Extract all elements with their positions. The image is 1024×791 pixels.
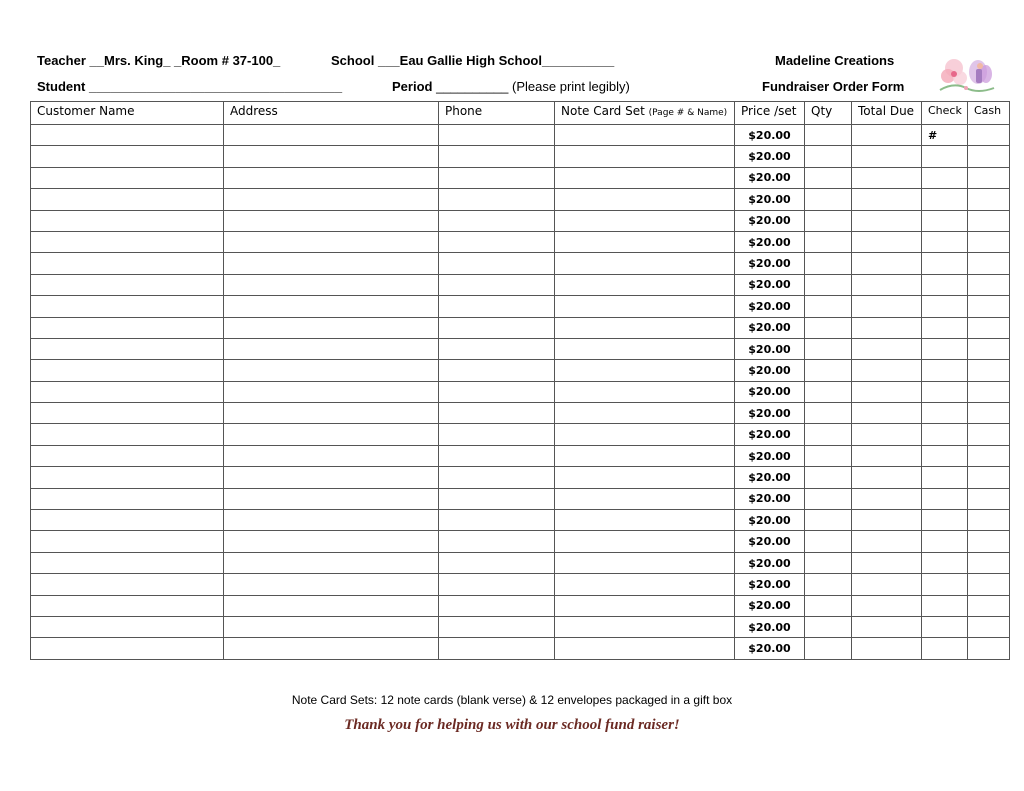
address-cell[interactable] (224, 488, 439, 509)
cash-cell[interactable] (968, 552, 1010, 573)
school-value: ___Eau Gallie High School__________ (377, 53, 615, 68)
table-row (31, 403, 1010, 424)
qty-cell[interactable] (805, 616, 852, 637)
price-cell: $20.00 (735, 189, 805, 210)
total-due-cell[interactable] (852, 467, 922, 488)
address-cell[interactable] (224, 467, 439, 488)
cash-cell[interactable] (968, 317, 1010, 338)
school-label: School (331, 53, 375, 68)
check-cell[interactable] (922, 381, 968, 402)
price-cell: $20.00 (735, 338, 805, 359)
period-label: Period (392, 79, 433, 94)
cash-cell[interactable] (968, 424, 1010, 445)
table-row (31, 253, 1010, 274)
phone-cell[interactable] (439, 296, 555, 317)
phone-cell[interactable] (439, 488, 555, 509)
check-cell[interactable] (922, 317, 968, 338)
customer-name-cell[interactable] (31, 338, 224, 359)
address-cell[interactable] (224, 210, 439, 231)
table-row (31, 381, 1010, 402)
price-cell: $20.00 (735, 296, 805, 317)
cash-cell[interactable] (968, 638, 1010, 659)
col-header-check: Check (922, 102, 968, 125)
qty-cell[interactable] (805, 381, 852, 402)
col-header-customer-name: Customer Name (31, 102, 224, 125)
phone-cell[interactable] (439, 317, 555, 338)
price-cell: $20.00 (735, 531, 805, 552)
total-due-cell[interactable] (852, 574, 922, 595)
cash-cell[interactable] (968, 360, 1010, 381)
phone-cell[interactable] (439, 360, 555, 381)
note-card-set-cell[interactable] (555, 146, 735, 167)
price-cell: $20.00 (735, 167, 805, 188)
phone-cell[interactable] (439, 424, 555, 445)
qty-cell[interactable] (805, 552, 852, 573)
customer-name-cell[interactable] (31, 638, 224, 659)
table-row (31, 189, 1010, 210)
check-cell[interactable] (922, 360, 968, 381)
note-card-description: Note Card Sets: 12 note cards (blank verse) & 12 envelopes packaged in a gift box (291, 693, 733, 707)
note-card-set-label: Note Card Set (561, 104, 645, 118)
note-card-set-cell[interactable] (555, 253, 735, 274)
phone-cell[interactable] (439, 616, 555, 637)
table-row (31, 467, 1010, 488)
qty-cell[interactable] (805, 445, 852, 466)
table-row (31, 210, 1010, 231)
phone-cell[interactable] (439, 189, 555, 210)
table-row (31, 488, 1010, 509)
qty-cell[interactable] (805, 146, 852, 167)
table-row (31, 167, 1010, 188)
check-cell[interactable] (922, 616, 968, 637)
check-cell[interactable] (922, 296, 968, 317)
cash-cell[interactable] (968, 253, 1010, 274)
form-title: Fundraiser Order Form (762, 79, 905, 94)
price-cell: $20.00 (735, 317, 805, 338)
phone-cell[interactable] (439, 403, 555, 424)
teacher-label: Teacher (37, 53, 86, 68)
check-cell[interactable] (922, 274, 968, 295)
address-cell[interactable] (224, 403, 439, 424)
table-row (31, 424, 1010, 445)
table-row (31, 360, 1010, 381)
phone-cell[interactable] (439, 574, 555, 595)
total-due-cell[interactable] (852, 403, 922, 424)
check-cell[interactable] (922, 552, 968, 573)
col-header-cash: Cash (968, 102, 1010, 125)
address-cell[interactable] (224, 381, 439, 402)
total-due-cell[interactable] (852, 317, 922, 338)
customer-name-cell[interactable] (31, 403, 224, 424)
address-cell[interactable] (224, 274, 439, 295)
phone-cell[interactable] (439, 595, 555, 616)
qty-cell[interactable] (805, 317, 852, 338)
note-card-set-cell[interactable] (555, 552, 735, 573)
address-cell[interactable] (224, 510, 439, 531)
table-row (31, 296, 1010, 317)
price-cell: $20.00 (735, 445, 805, 466)
qty-cell[interactable] (805, 574, 852, 595)
price-cell: $20.00 (735, 638, 805, 659)
total-due-cell[interactable] (852, 424, 922, 445)
table-row (31, 338, 1010, 359)
table-row (31, 616, 1010, 637)
phone-cell[interactable] (439, 253, 555, 274)
customer-name-cell[interactable] (31, 467, 224, 488)
teacher-line (37, 53, 280, 68)
note-card-set-sublabel: (Page # & Name) (648, 108, 728, 118)
total-due-cell[interactable] (852, 595, 922, 616)
check-cell[interactable] (922, 403, 968, 424)
price-cell: $20.00 (735, 146, 805, 167)
cash-cell[interactable] (968, 595, 1010, 616)
total-due-cell[interactable] (852, 616, 922, 637)
col-header-note-card-set (555, 102, 735, 125)
total-due-cell[interactable] (852, 488, 922, 509)
note-card-set-cell[interactable] (555, 338, 735, 359)
qty-cell[interactable] (805, 595, 852, 616)
qty-cell[interactable] (805, 638, 852, 659)
cash-cell[interactable] (968, 381, 1010, 402)
teacher-value: __Mrs. King_ _Room # 37-100_ (89, 53, 281, 68)
table-row (31, 638, 1010, 659)
phone-cell[interactable] (439, 167, 555, 188)
price-cell: $20.00 (735, 210, 805, 231)
customer-name-cell[interactable] (31, 167, 224, 188)
customer-name-cell[interactable] (31, 146, 224, 167)
total-due-cell[interactable] (852, 210, 922, 231)
cash-cell[interactable] (968, 125, 1010, 146)
cash-cell[interactable] (968, 296, 1010, 317)
note-card-set-cell[interactable] (555, 595, 735, 616)
address-cell[interactable] (224, 296, 439, 317)
check-cell[interactable] (922, 510, 968, 531)
qty-cell[interactable] (805, 189, 852, 210)
cash-cell[interactable] (968, 574, 1010, 595)
phone-cell[interactable] (439, 531, 555, 552)
check-cell[interactable] (922, 231, 968, 252)
table-row (31, 574, 1010, 595)
address-cell[interactable] (224, 616, 439, 637)
note-card-set-cell[interactable] (555, 317, 735, 338)
customer-name-cell[interactable] (31, 189, 224, 210)
col-header-price: Price /set (735, 102, 805, 125)
table-row (31, 445, 1010, 466)
check-cell[interactable] (922, 595, 968, 616)
cash-cell[interactable] (968, 274, 1010, 295)
price-cell: $20.00 (735, 403, 805, 424)
cash-cell[interactable] (968, 467, 1010, 488)
customer-name-cell[interactable] (31, 552, 224, 573)
qty-cell[interactable] (805, 253, 852, 274)
customer-name-cell[interactable] (31, 360, 224, 381)
price-cell: $20.00 (735, 616, 805, 637)
qty-cell[interactable] (805, 274, 852, 295)
address-cell[interactable] (224, 552, 439, 573)
table-row (31, 274, 1010, 295)
table-row (31, 146, 1010, 167)
address-cell[interactable] (224, 125, 439, 146)
note-card-set-cell[interactable] (555, 167, 735, 188)
address-cell[interactable] (224, 146, 439, 167)
period-note: (Please print legibly) (512, 79, 630, 94)
customer-name-cell[interactable] (31, 296, 224, 317)
check-cell[interactable] (922, 424, 968, 445)
price-cell: $20.00 (735, 424, 805, 445)
student-label: Student (37, 79, 86, 94)
table-row (31, 531, 1010, 552)
total-due-cell[interactable] (852, 167, 922, 188)
customer-name-cell[interactable] (31, 424, 224, 445)
address-cell[interactable] (224, 574, 439, 595)
total-due-cell[interactable] (852, 360, 922, 381)
check-cell[interactable] (922, 467, 968, 488)
cash-cell[interactable] (968, 445, 1010, 466)
customer-name-cell[interactable] (31, 317, 224, 338)
customer-name-cell[interactable] (31, 125, 224, 146)
price-cell: $20.00 (735, 125, 805, 146)
phone-cell[interactable] (439, 274, 555, 295)
note-card-set-cell[interactable] (555, 403, 735, 424)
total-due-cell[interactable] (852, 381, 922, 402)
note-card-set-cell[interactable] (555, 574, 735, 595)
qty-cell[interactable] (805, 488, 852, 509)
cash-cell[interactable] (968, 616, 1010, 637)
check-cell[interactable] (922, 253, 968, 274)
phone-cell[interactable] (439, 210, 555, 231)
note-card-set-cell[interactable] (555, 296, 735, 317)
phone-cell[interactable] (439, 638, 555, 659)
qty-cell[interactable] (805, 167, 852, 188)
phone-cell[interactable] (439, 125, 555, 146)
note-card-set-cell[interactable] (555, 616, 735, 637)
check-cell[interactable] (922, 146, 968, 167)
thank-you-message: Thank you for helping us with our school fund raiser! (344, 717, 680, 733)
flower-fairy-logo-icon (936, 52, 998, 96)
qty-cell[interactable] (805, 403, 852, 424)
address-cell[interactable] (224, 595, 439, 616)
address-cell[interactable] (224, 531, 439, 552)
note-card-set-cell[interactable] (555, 638, 735, 659)
qty-cell[interactable] (805, 424, 852, 445)
total-due-cell[interactable] (852, 445, 922, 466)
total-due-cell[interactable] (852, 638, 922, 659)
cash-cell[interactable] (968, 510, 1010, 531)
phone-cell[interactable] (439, 338, 555, 359)
price-cell: $20.00 (735, 381, 805, 402)
qty-cell[interactable] (805, 125, 852, 146)
phone-cell[interactable] (439, 467, 555, 488)
price-cell: $20.00 (735, 510, 805, 531)
note-card-set-cell[interactable] (555, 424, 735, 445)
note-card-set-cell[interactable] (555, 445, 735, 466)
phone-cell[interactable] (439, 510, 555, 531)
price-cell: $20.00 (735, 467, 805, 488)
address-cell[interactable] (224, 424, 439, 445)
price-cell: $20.00 (735, 595, 805, 616)
total-due-cell[interactable] (852, 510, 922, 531)
check-cell[interactable] (922, 445, 968, 466)
qty-cell[interactable] (805, 360, 852, 381)
qty-cell[interactable] (805, 296, 852, 317)
price-cell: $20.00 (735, 574, 805, 595)
total-due-cell[interactable] (852, 231, 922, 252)
customer-name-cell[interactable] (31, 574, 224, 595)
phone-cell[interactable] (439, 445, 555, 466)
check-cell[interactable]: # (922, 125, 968, 146)
cash-cell[interactable] (968, 338, 1010, 359)
cash-cell[interactable] (968, 531, 1010, 552)
table-row (31, 231, 1010, 252)
price-cell: $20.00 (735, 360, 805, 381)
school-line (331, 53, 614, 68)
note-card-set-cell[interactable] (555, 510, 735, 531)
total-due-cell[interactable] (852, 189, 922, 210)
customer-name-cell[interactable] (31, 445, 224, 466)
customer-name-cell[interactable] (31, 210, 224, 231)
period-line (392, 79, 630, 94)
qty-cell[interactable] (805, 210, 852, 231)
cash-cell[interactable] (968, 403, 1010, 424)
customer-name-cell[interactable] (31, 531, 224, 552)
table-header-row (31, 102, 1010, 125)
price-cell: $20.00 (735, 488, 805, 509)
price-cell: $20.00 (735, 231, 805, 252)
col-header-phone: Phone (439, 102, 555, 125)
customer-name-cell[interactable] (31, 510, 224, 531)
total-due-cell[interactable] (852, 531, 922, 552)
table-row (31, 595, 1010, 616)
table-row (31, 125, 1010, 146)
qty-cell[interactable] (805, 531, 852, 552)
cash-cell[interactable] (968, 210, 1010, 231)
note-card-set-cell[interactable] (555, 467, 735, 488)
qty-cell[interactable] (805, 338, 852, 359)
note-card-set-cell[interactable] (555, 231, 735, 252)
period-blank: __________ (436, 79, 509, 94)
total-due-cell[interactable] (852, 146, 922, 167)
check-cell[interactable] (922, 189, 968, 210)
check-cell[interactable] (922, 210, 968, 231)
customer-name-cell[interactable] (31, 253, 224, 274)
order-table (30, 101, 1010, 660)
note-card-set-cell[interactable] (555, 488, 735, 509)
check-cell[interactable] (922, 574, 968, 595)
check-cell[interactable] (922, 488, 968, 509)
cash-cell[interactable] (968, 231, 1010, 252)
note-card-set-cell[interactable] (555, 189, 735, 210)
total-due-cell[interactable] (852, 125, 922, 146)
address-cell[interactable] (224, 167, 439, 188)
total-due-cell[interactable] (852, 274, 922, 295)
address-cell[interactable] (224, 231, 439, 252)
price-cell: $20.00 (735, 274, 805, 295)
col-header-address: Address (224, 102, 439, 125)
address-cell[interactable] (224, 338, 439, 359)
phone-cell[interactable] (439, 381, 555, 402)
brand-name: Madeline Creations (775, 53, 895, 68)
total-due-cell[interactable] (852, 338, 922, 359)
note-card-set-cell[interactable] (555, 125, 735, 146)
note-card-set-cell[interactable] (555, 274, 735, 295)
customer-name-cell[interactable] (31, 616, 224, 637)
customer-name-cell[interactable] (31, 231, 224, 252)
cash-cell[interactable] (968, 189, 1010, 210)
note-card-set-cell[interactable] (555, 360, 735, 381)
qty-cell[interactable] (805, 231, 852, 252)
student-blank: ___________________________________ (89, 79, 343, 94)
cash-cell[interactable] (968, 167, 1010, 188)
total-due-cell[interactable] (852, 296, 922, 317)
qty-cell[interactable] (805, 467, 852, 488)
total-due-cell[interactable] (852, 253, 922, 274)
address-cell[interactable] (224, 317, 439, 338)
check-cell[interactable] (922, 638, 968, 659)
phone-cell[interactable] (439, 231, 555, 252)
note-card-set-cell[interactable] (555, 531, 735, 552)
customer-name-cell[interactable] (31, 595, 224, 616)
table-row (31, 317, 1010, 338)
check-cell[interactable] (922, 167, 968, 188)
cash-cell[interactable] (968, 146, 1010, 167)
price-cell: $20.00 (735, 552, 805, 573)
check-cell[interactable] (922, 338, 968, 359)
address-cell[interactable] (224, 253, 439, 274)
customer-name-cell[interactable] (31, 488, 224, 509)
address-cell[interactable] (224, 638, 439, 659)
col-header-total-due: Total Due (852, 102, 922, 125)
table-row (31, 510, 1010, 531)
note-card-set-cell[interactable] (555, 210, 735, 231)
address-cell[interactable] (224, 189, 439, 210)
total-due-cell[interactable] (852, 552, 922, 573)
qty-cell[interactable] (805, 510, 852, 531)
note-card-set-cell[interactable] (555, 381, 735, 402)
student-line (37, 79, 342, 94)
table-row (31, 552, 1010, 573)
phone-cell[interactable] (439, 552, 555, 573)
address-cell[interactable] (224, 445, 439, 466)
col-header-qty: Qty (805, 102, 852, 125)
cash-cell[interactable] (968, 488, 1010, 509)
check-cell[interactable] (922, 531, 968, 552)
phone-cell[interactable] (439, 146, 555, 167)
address-cell[interactable] (224, 360, 439, 381)
price-cell: $20.00 (735, 253, 805, 274)
customer-name-cell[interactable] (31, 274, 224, 295)
customer-name-cell[interactable] (31, 381, 224, 402)
